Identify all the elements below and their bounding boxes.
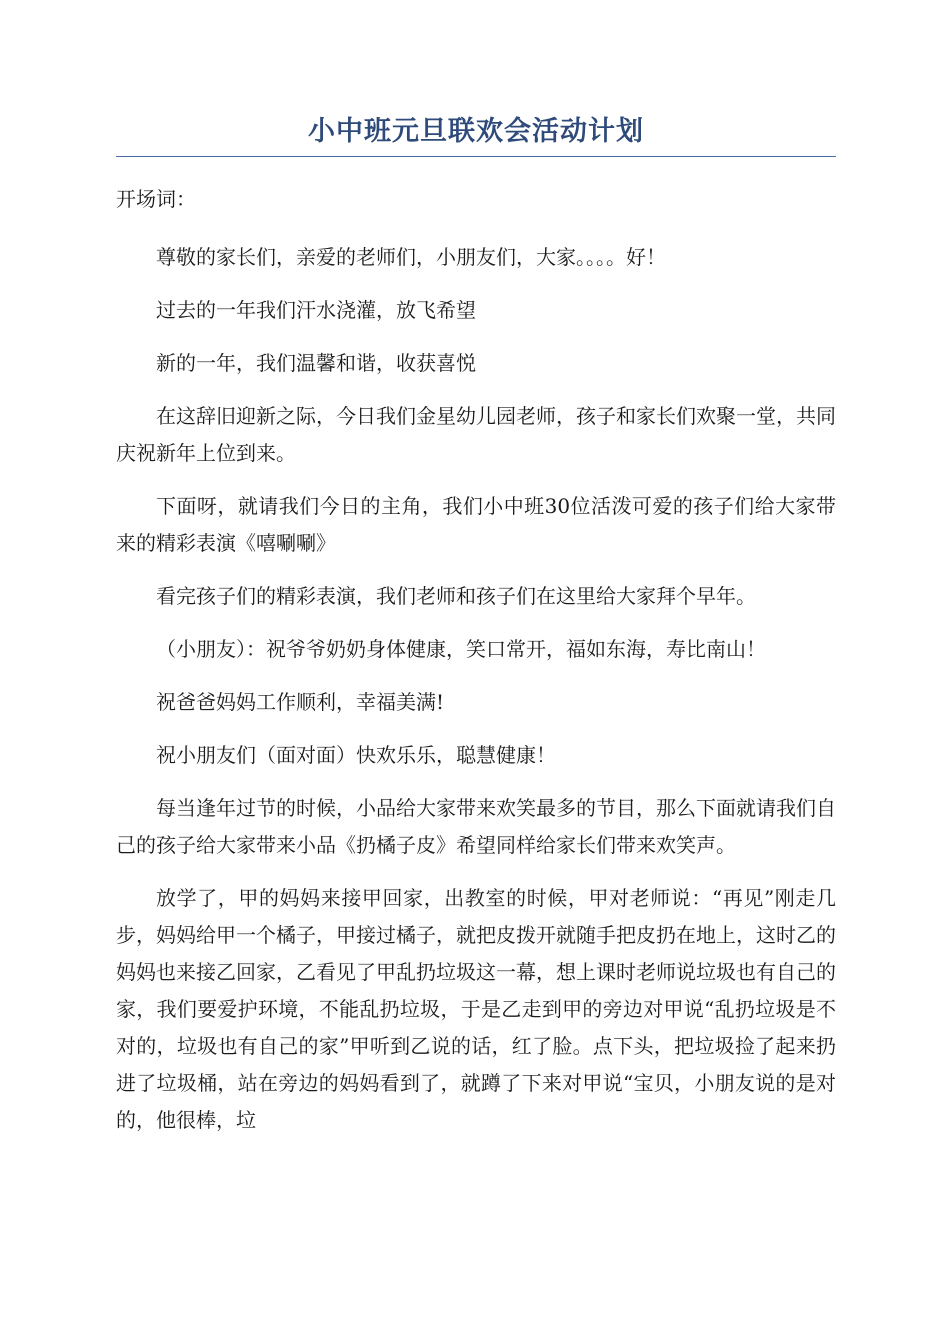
section-label: 开场词： (116, 187, 196, 211)
paragraph: 在这辞旧迎新之际，今日我们金星幼儿园老师，孩子和家长们欢聚一堂，共同庆祝新年上位到来。 (116, 404, 836, 465)
document-title: 小中班元旦联欢会活动计划 (116, 112, 836, 157)
paragraph: 祝爸爸妈妈工作顺利，幸福美满! (156, 690, 445, 714)
paragraph: （小朋友）：祝爷爷奶奶身体健康，笑口常开，福如东海，寿比南山！ (156, 637, 766, 661)
paragraph: 每当逢年过节的时候，小品给大家带来欢笑最多的节目，那么下面就请我们自己的孩子给大家带来小品《扔橘子皮》希望同样给家长们带来欢笑声。 (116, 796, 836, 857)
paragraph: 新的一年，我们温馨和谐，收获喜悦 (156, 351, 476, 375)
paragraph: 下面呀，就请我们今日的主角，我们小中班30位活泼可爱的孩子们给大家带来的精彩表演《嘻唰唰》 (116, 494, 836, 555)
document-page (116, 112, 836, 1139)
paragraph: 看完孩子们的精彩表演，我们老师和孩子们在这里给大家拜个早年。 (156, 584, 756, 608)
paragraph: 过去的一年我们汗水浇灌，放飞希望 (156, 298, 476, 322)
paragraph: 放学了，甲的妈妈来接甲回家，出教室的时候，甲对老师说：“再见”刚走几步，妈妈给甲一个橘子，甲接过橘子，就把皮拨开就随手把皮扔在地上，这时乙的妈妈也来接乙回家，乙看见了甲乱扔垃圾这一幕，想上课时老师说垃圾也有自己的家，我们要爱护环境，不能乱扔垃圾，于是乙走到甲的旁边对甲说“乱扔垃圾是不对的，垃圾也有自己的家”甲听到乙说的话，红了脸。点下头，把垃圾捡了起来扔进了垃圾桶，站在旁边的妈妈看到了，就蹲了下来对甲说“宝贝，小朋友说的是对的，他很棒，垃 (116, 886, 836, 1132)
paragraph: 祝小朋友们（面对面）快欢乐乐，聪慧健康！ (156, 743, 556, 767)
paragraph: 尊敬的家长们，亲爱的老师们，小朋友们，大家。。。。好！ (156, 245, 666, 269)
